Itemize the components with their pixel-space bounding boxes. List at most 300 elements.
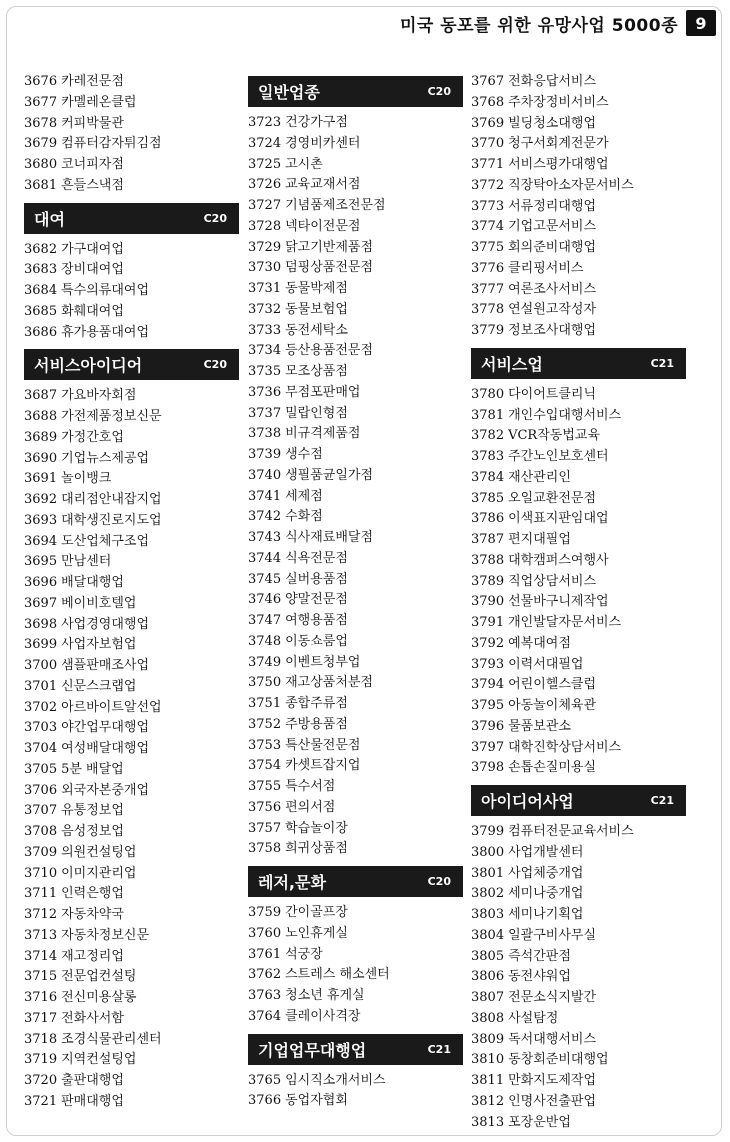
list-item: [471, 426, 686, 447]
item-label: 특산물전문점: [285, 737, 361, 753]
list-item: [248, 1091, 463, 1112]
item-label: 만화지도제작업: [508, 1073, 596, 1088]
item-number: 3680: [24, 157, 58, 172]
item-number: 3724: [248, 135, 282, 151]
item-number: 3799: [471, 824, 505, 839]
list-item: [248, 777, 463, 798]
item-label: 밀랍인형점: [285, 405, 348, 421]
item-number: 3730: [248, 260, 282, 276]
item-label: 가요바자회점: [61, 388, 137, 404]
list-item: [24, 656, 239, 677]
item-label: 동창회준비대행업: [508, 1052, 609, 1068]
item-label: 판매대행업: [61, 1093, 124, 1109]
item-number: 3752: [248, 716, 282, 732]
item-number: 3735: [248, 364, 282, 379]
list-item: [471, 967, 686, 988]
list-item: [24, 822, 239, 843]
list-item: [24, 615, 239, 636]
list-item: [471, 197, 686, 218]
item-label: 유통정보업: [61, 803, 124, 819]
item-number: 3772: [471, 177, 505, 193]
item-label: 서류정리대행업: [508, 198, 596, 214]
list-item: [248, 590, 463, 611]
item-label: 식사재료배달점: [285, 530, 373, 545]
section-title: 서비스업: [481, 354, 543, 374]
item-label: 대학생진로지도업: [61, 512, 162, 528]
item-number: 3719: [24, 1052, 58, 1068]
item-number: 3745: [248, 571, 282, 587]
list-item: [471, 1050, 686, 1071]
list-item: [24, 843, 239, 864]
item-number: 3760: [248, 925, 282, 941]
column-1: [24, 72, 239, 1113]
item-number: 3756: [248, 799, 282, 815]
list-item: [24, 698, 239, 719]
item-label: 예복대여점: [508, 635, 571, 651]
item-label: 노인휴게실: [285, 925, 348, 941]
item-label: 인명사전출판업: [508, 1093, 596, 1109]
item-number: 3734: [248, 343, 282, 359]
item-number: 3696: [24, 575, 58, 590]
item-number: 3778: [471, 302, 505, 318]
item-number: 3682: [24, 241, 58, 257]
item-number: 3741: [248, 488, 282, 504]
list-item: [471, 884, 686, 905]
item-label: 장비대여업: [61, 262, 124, 278]
list-item: [24, 114, 239, 135]
item-number: 3740: [248, 467, 282, 483]
list-item: [248, 673, 463, 694]
list-item: [24, 1092, 239, 1113]
item-number: 3698: [24, 616, 58, 632]
list-item: [248, 528, 463, 549]
item-number: 3678: [24, 115, 58, 131]
item-label: 커피박물관: [61, 115, 124, 131]
item-label: 특수의류대여업: [61, 283, 149, 298]
section-title: 아이디어사업: [481, 792, 574, 811]
list-item: [248, 196, 463, 217]
list-item: [24, 905, 239, 926]
list-item: [248, 279, 463, 300]
item-number: 3721: [24, 1093, 58, 1109]
item-label: 개인발달자문서비스: [508, 615, 622, 630]
list-item: [471, 406, 686, 427]
list-item: [471, 259, 686, 280]
item-number: 3800: [471, 844, 505, 860]
item-label: 사업경영대행업: [61, 616, 149, 632]
item-number: 3762: [248, 967, 282, 983]
item-number: 3728: [248, 218, 282, 234]
list-item: [248, 965, 463, 986]
item-number: 3767: [471, 74, 505, 89]
item-label: 회의준비대행업: [508, 240, 596, 255]
item-number: 3729: [248, 239, 282, 255]
item-number: 3717: [24, 1010, 58, 1026]
item-label: 즉석간판점: [508, 948, 571, 964]
list-item: [24, 240, 239, 261]
list-item: [248, 756, 463, 777]
list-item: [24, 1071, 239, 1092]
item-label: 수화점: [285, 509, 323, 525]
list-item: [471, 843, 686, 864]
item-label: 청구서회계전문가: [508, 136, 609, 152]
section-header: [24, 203, 239, 234]
item-number: 3713: [24, 927, 58, 943]
item-label: 야간업무대행업: [61, 720, 149, 736]
list-item: [471, 93, 686, 114]
list-item: [24, 511, 239, 532]
item-label: 개인수입대행서비스: [508, 407, 622, 423]
item-label: 어린이헬스클럽: [508, 677, 596, 693]
list-item: [471, 1030, 686, 1051]
item-number: 3786: [471, 511, 505, 527]
item-number: 3768: [471, 94, 505, 110]
list-item: [248, 113, 463, 134]
list-item: [24, 155, 239, 176]
item-number: 3804: [471, 927, 505, 943]
item-label: 이력서대필업: [508, 656, 584, 672]
section-code: C20: [203, 358, 227, 372]
item-label: 신문스크랩업: [61, 678, 137, 694]
list-item: [24, 490, 239, 511]
list-item: [471, 572, 686, 593]
list-item: [471, 864, 686, 885]
list-item: [24, 428, 239, 449]
item-number: 3803: [471, 907, 505, 922]
list-item: [471, 1092, 686, 1113]
item-label: 기업고문서비스: [508, 219, 596, 235]
item-number: 3690: [24, 450, 58, 466]
item-number: 3811: [471, 1073, 505, 1088]
list-item: [248, 549, 463, 570]
list-item: [248, 487, 463, 508]
column-2: [248, 72, 463, 1112]
item-number: 3774: [471, 219, 505, 235]
list-item: [471, 176, 686, 197]
item-label: 직장탁아소자문서비스: [508, 177, 634, 193]
item-number: 3739: [248, 447, 282, 462]
list-item: [471, 1071, 686, 1092]
item-number: 3789: [471, 573, 505, 589]
item-number: 3793: [471, 656, 505, 672]
list-item: [24, 926, 239, 947]
item-number: 3715: [24, 969, 58, 985]
item-label: 카셋트잡지업: [285, 758, 361, 774]
list-item: [248, 321, 463, 342]
list-item: [248, 466, 463, 487]
section-title: 기업업무대행업: [258, 1040, 367, 1060]
item-label: 의원컨설팅업: [61, 844, 137, 860]
list-item: [248, 507, 463, 528]
list-item: [24, 718, 239, 739]
list-item: [471, 72, 686, 93]
item-number: 3809: [471, 1031, 505, 1047]
item-label: 동전세탁소: [285, 322, 348, 338]
section-header: [471, 348, 686, 379]
item-number: 3726: [248, 177, 282, 193]
list-item: [471, 634, 686, 655]
page-number-badge: 9: [686, 10, 716, 36]
list-item: [24, 947, 239, 968]
list-item: [248, 611, 463, 632]
item-number: 3784: [471, 469, 505, 485]
item-number: 3711: [24, 886, 58, 902]
item-label: 정보조사대행업: [508, 323, 596, 338]
item-number: 3747: [248, 613, 282, 628]
item-number: 3723: [248, 115, 282, 130]
item-label: 대학캠퍼스여행사: [508, 552, 609, 568]
list-item: [24, 573, 239, 594]
item-number: 3808: [471, 1010, 505, 1026]
item-number: 3693: [24, 512, 58, 528]
item-label: 식욕전문점: [285, 550, 348, 566]
item-number: 3692: [24, 492, 58, 507]
item-label: 대리점안내잡지업: [61, 492, 162, 507]
item-number: 3755: [248, 779, 282, 794]
page-header: [400, 8, 716, 38]
item-number: 3703: [24, 720, 58, 736]
list-item: [24, 967, 239, 988]
item-number: 3795: [471, 698, 505, 713]
list-item: [24, 134, 239, 155]
item-number: 3794: [471, 677, 505, 693]
item-label: 자동차약국: [61, 907, 124, 922]
list-item: [248, 217, 463, 238]
item-label: 비규격제품점: [285, 426, 361, 442]
item-label: 만남센터: [61, 554, 112, 570]
item-number: 3701: [24, 678, 58, 694]
list-item: [471, 530, 686, 551]
item-number: 3792: [471, 635, 505, 651]
section-code: C21: [427, 1042, 451, 1056]
item-number: 3708: [24, 824, 58, 839]
list-item: [248, 1007, 463, 1028]
item-label: 임시직소개서비스: [285, 1072, 386, 1088]
list-item: [471, 1113, 686, 1134]
item-label: 사업체중개업: [508, 865, 584, 881]
item-label: 생필품균일가점: [285, 467, 373, 483]
list-item: [24, 988, 239, 1009]
item-number: 3685: [24, 303, 58, 319]
list-item: [24, 552, 239, 573]
item-label: 양말전문점: [285, 592, 348, 608]
item-label: 동전샤워업: [508, 969, 571, 985]
item-label: 카레전문점: [61, 74, 124, 89]
list-item: [471, 489, 686, 510]
item-number: 3757: [248, 820, 282, 836]
item-label: 이색표지판임대업: [508, 511, 609, 527]
list-item: [24, 864, 239, 885]
item-number: 3681: [24, 177, 58, 193]
list-item: [248, 986, 463, 1007]
item-label: 전신미용살롱: [61, 990, 137, 1005]
item-number: 3779: [471, 323, 505, 338]
list-item: [248, 238, 463, 259]
item-label: 기업뉴스제공업: [61, 450, 149, 466]
item-number: 3679: [24, 136, 58, 152]
list-item: [248, 424, 463, 445]
item-label: 동업자협회: [285, 1093, 348, 1109]
item-label: 5분 배달업: [61, 761, 124, 777]
item-label: 이동쇼룸업: [285, 633, 348, 649]
list-item: [471, 655, 686, 676]
item-label: 건강가구점: [285, 115, 348, 130]
list-item: [471, 300, 686, 321]
item-label: 선물바구니제작업: [508, 594, 609, 610]
item-label: 자동차정보신문: [61, 927, 149, 943]
section-title: 서비스아이디어: [34, 356, 143, 376]
section-code: C21: [650, 356, 674, 370]
list-item: [471, 822, 686, 843]
item-number: 3689: [24, 429, 58, 445]
item-label: 교육교재서점: [285, 177, 361, 193]
item-number: 3718: [24, 1031, 58, 1047]
list-item: [24, 72, 239, 93]
section-header: [248, 76, 463, 107]
item-label: 주간노인보호센터: [508, 449, 609, 464]
item-number: 3684: [24, 283, 58, 298]
item-label: 편의서점: [285, 799, 336, 815]
item-number: 3744: [248, 550, 282, 566]
item-label: 이벤트청부업: [285, 654, 361, 670]
item-number: 3753: [248, 737, 282, 753]
item-number: 3742: [248, 509, 282, 525]
item-label: 세제점: [285, 488, 323, 504]
item-label: 종합주류점: [285, 696, 348, 711]
item-number: 3707: [24, 803, 58, 819]
item-label: 클레이사격장: [285, 1008, 361, 1024]
item-number: 3731: [248, 281, 282, 296]
item-label: 포장운반업: [508, 1114, 571, 1130]
item-label: 전문업컨설팅: [61, 969, 137, 985]
item-number: 3801: [471, 865, 505, 881]
item-label: 고시촌: [285, 156, 323, 172]
item-label: 카멜레온클럽: [61, 94, 137, 110]
item-number: 3782: [471, 428, 505, 444]
list-item: [471, 613, 686, 634]
item-label: 주차장정비서비스: [508, 94, 609, 110]
item-number: 3797: [471, 739, 505, 755]
list-item: [24, 323, 239, 344]
list-item: [24, 1030, 239, 1051]
item-number: 3697: [24, 595, 58, 611]
item-number: 3798: [471, 760, 505, 776]
item-number: 3758: [248, 841, 282, 857]
list-item: [24, 93, 239, 114]
item-label: 샘플판매조사업: [61, 658, 149, 673]
item-label: 아르바이트알선업: [61, 699, 162, 715]
item-number: 3750: [248, 675, 282, 691]
item-label: 넥타이전문점: [285, 218, 361, 234]
list-item: [248, 798, 463, 819]
item-label: 놀이뱅크: [61, 471, 112, 487]
item-label: 화훼대여업: [61, 303, 124, 319]
list-item: [24, 594, 239, 615]
list-item: [248, 300, 463, 321]
item-label: 일괄구비사무실: [508, 927, 596, 943]
list-item: [248, 819, 463, 840]
item-label: 조경식물관리센터: [61, 1031, 162, 1047]
list-item: [471, 926, 686, 947]
section-title: 레저,문화: [258, 873, 326, 892]
item-label: 주방용품점: [285, 716, 348, 732]
item-label: 경영비카센터: [285, 135, 361, 151]
list-item: [248, 715, 463, 736]
item-number: 3716: [24, 990, 58, 1005]
item-label: 이미지관리업: [61, 865, 137, 881]
list-item: [471, 447, 686, 468]
item-number: 3769: [471, 115, 505, 131]
item-number: 3683: [24, 262, 58, 278]
item-label: 사설탐정: [508, 1010, 559, 1026]
list-item: [471, 238, 686, 259]
item-label: 재고정리업: [61, 948, 124, 964]
column-3: [471, 72, 686, 1133]
list-item: [471, 988, 686, 1009]
item-number: 3802: [471, 886, 505, 902]
item-label: 재산관리인: [508, 469, 571, 485]
section-title: 대여: [34, 209, 65, 229]
list-item: [471, 738, 686, 759]
item-label: 청소년 휴게실: [285, 988, 365, 1003]
list-item: [24, 677, 239, 698]
item-label: 무점포판매업: [285, 384, 361, 400]
list-item: [471, 758, 686, 779]
list-item: [471, 155, 686, 176]
item-label: VCR작동법교육: [508, 428, 601, 444]
list-item: [471, 592, 686, 613]
item-label: 재고상품처분점: [285, 675, 373, 691]
item-number: 3783: [471, 449, 505, 464]
list-item: [248, 175, 463, 196]
item-number: 3687: [24, 388, 58, 404]
item-label: 여성배달대행업: [61, 741, 149, 756]
item-label: 베이비호텔업: [61, 595, 137, 611]
item-number: 3743: [248, 530, 282, 545]
item-number: 3810: [471, 1052, 505, 1068]
list-item: [471, 468, 686, 489]
item-number: 3763: [248, 988, 282, 1003]
item-number: 3771: [471, 157, 505, 172]
item-label: 서비스평가대행업: [508, 157, 609, 172]
list-item: [248, 924, 463, 945]
item-number: 3725: [248, 156, 282, 172]
item-number: 3785: [471, 490, 505, 506]
item-number: 3686: [24, 324, 58, 340]
item-label: 전화사서함: [61, 1010, 124, 1026]
list-item: [471, 717, 686, 738]
item-number: 3677: [24, 94, 58, 110]
item-label: 세미나기획업: [508, 907, 584, 922]
item-number: 3806: [471, 969, 505, 985]
item-label: 닭고기반제품점: [285, 239, 373, 255]
item-number: 3714: [24, 948, 58, 964]
list-item: [471, 385, 686, 406]
item-label: 아동놀이체육관: [508, 698, 596, 713]
item-label: 가전제품정보신문: [61, 409, 162, 424]
list-item: [471, 551, 686, 572]
item-label: 특수서점: [285, 779, 336, 794]
list-item: [24, 176, 239, 197]
item-number: 3780: [471, 386, 505, 402]
list-item: [471, 947, 686, 968]
item-label: 빌딩청소대행업: [508, 115, 596, 131]
item-number: 3700: [24, 658, 58, 673]
section-header: [248, 1034, 463, 1065]
list-item: [471, 134, 686, 155]
item-label: 여행용품점: [285, 613, 348, 628]
item-number: 3765: [248, 1072, 282, 1088]
